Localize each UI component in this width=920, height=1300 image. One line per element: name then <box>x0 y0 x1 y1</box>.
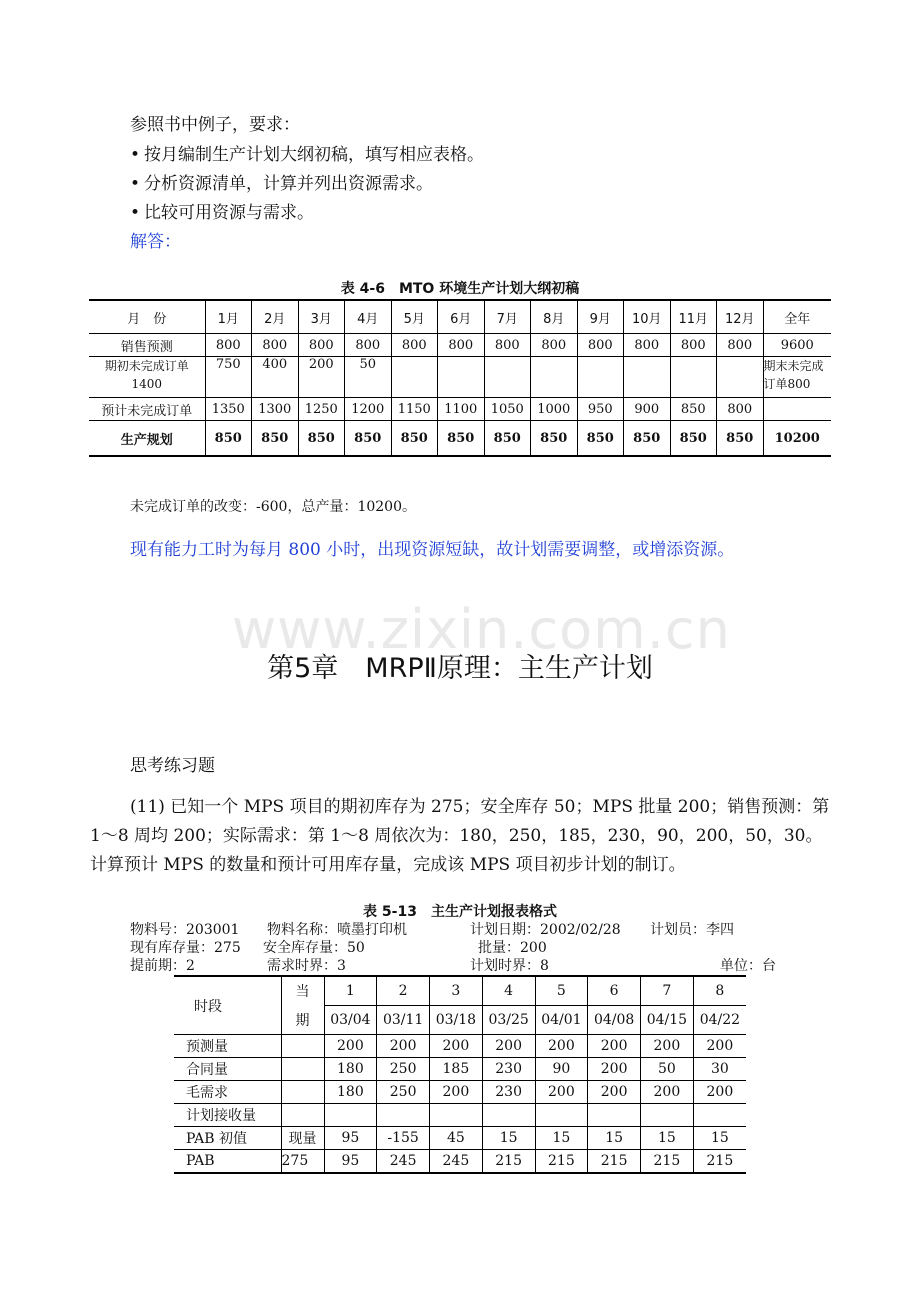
period-number: 8 <box>693 976 746 1006</box>
row-label: 预测量 <box>174 1035 281 1058</box>
meta-on-hand: 现有库存量：275 <box>130 940 241 956</box>
table-cell <box>377 1104 430 1127</box>
table-cell: 15 <box>588 1127 641 1150</box>
table-cell: 180 <box>324 1081 377 1104</box>
period-date: 04/08 <box>588 1006 641 1035</box>
meta-item-name: 物料名称：喷墨打印机 <box>267 922 407 938</box>
table-cell: 180 <box>324 1058 377 1081</box>
bullet-text: 比较可用资源与需求。 <box>144 203 314 223</box>
meta-lead-time: 提前期：2 <box>130 958 195 974</box>
problem-text: (11) 已知一个 MPS 项目的期初库存为 275；安全库存 50；MPS 批量 200；销售预测：第 1～8 周均 200；实际需求：第 1～8 周依次为：180，250，185，230，90，200，50，30。计算预计 MPS 的数量和预计可用库存量，完成该 MPS 项目初步计划的制订。 <box>90 797 830 875</box>
table-cell: 275 <box>281 1150 324 1174</box>
total-header: 全年 <box>763 300 831 334</box>
table-cell: 800 <box>298 334 345 357</box>
table-cell: 1250 <box>298 398 345 421</box>
current-period-bottom: 期 <box>281 1006 324 1035</box>
table-cell: 200 <box>588 1035 641 1058</box>
table-cell: 90 <box>535 1058 588 1081</box>
table-cell <box>535 1104 588 1127</box>
month-header: 9月 <box>577 300 624 334</box>
period-number: 7 <box>641 976 694 1006</box>
table-row <box>89 334 831 357</box>
table-cell <box>391 357 438 398</box>
table-cell: 15 <box>641 1127 694 1150</box>
row-label: PAB <box>174 1150 281 1174</box>
period-date: 03/11 <box>377 1006 430 1035</box>
period-number: 6 <box>588 976 641 1006</box>
table-cell: 200 <box>641 1081 694 1104</box>
table-cell: 800 <box>252 334 299 357</box>
period-date: 04/01 <box>535 1006 588 1035</box>
production-plan-table <box>89 299 831 457</box>
row-label: 生产规划 <box>89 421 205 457</box>
table-cell: 800 <box>670 334 717 357</box>
table-cell: 1350 <box>205 398 252 421</box>
bullet-item <box>130 170 433 198</box>
table-cell: 250 <box>377 1058 430 1081</box>
meta-demand-fence: 需求时界：3 <box>267 958 346 974</box>
table-cell: 50 <box>345 357 392 398</box>
meta-plan-date: 计划日期：2002/02/28 <box>470 922 621 938</box>
table-cell <box>531 357 578 398</box>
period-date: 04/15 <box>641 1006 694 1035</box>
intro-line: 参照书中例子，要求： <box>130 115 300 135</box>
meta-safety-stock: 安全库存量：50 <box>263 940 365 956</box>
table-cell-total: 期末未完成订单800 <box>763 357 831 398</box>
table-cell: 750 <box>205 357 252 398</box>
table-cell: 200 <box>641 1035 694 1058</box>
row-label: 合同量 <box>174 1058 281 1081</box>
table-cell: 850 <box>531 421 578 457</box>
note-summary: 未完成订单的改变：-600，总产量：10200。 <box>130 499 416 515</box>
table-cell: 30 <box>693 1058 746 1081</box>
table-cell: 200 <box>588 1058 641 1081</box>
section-title: 思考练习题 <box>130 756 215 776</box>
table-cell: 800 <box>531 334 578 357</box>
table-cell <box>281 1058 324 1081</box>
table-cell <box>717 357 764 398</box>
table-cell: 250 <box>377 1081 430 1104</box>
meta-plan-fence: 计划时界：8 <box>470 958 549 974</box>
table-cell: 1200 <box>345 398 392 421</box>
table-cell: 50 <box>641 1058 694 1081</box>
table-cell: 950 <box>577 398 624 421</box>
month-header: 10月 <box>624 300 671 334</box>
month-header: 6月 <box>438 300 485 334</box>
table-cell <box>484 357 531 398</box>
month-header: 3月 <box>298 300 345 334</box>
chapter-title: 第5章 MRPⅡ原理：主生产计划 <box>267 653 653 684</box>
period-date: 04/22 <box>693 1006 746 1035</box>
table-cell: 1150 <box>391 398 438 421</box>
table-cell: 15 <box>482 1127 535 1150</box>
table-cell <box>281 1081 324 1104</box>
table-cell: 245 <box>430 1150 483 1174</box>
table-row <box>89 398 831 421</box>
table-cell: 95 <box>324 1127 377 1150</box>
table-cell: 230 <box>482 1058 535 1081</box>
answer-label: 解答： <box>130 232 181 252</box>
table-row <box>174 1150 746 1174</box>
table-cell: 15 <box>693 1127 746 1150</box>
row-label: 预计未完成订单 <box>89 398 205 421</box>
table-cell <box>430 1104 483 1127</box>
table-cell: 800 <box>577 334 624 357</box>
note-capacity: 现有能力工时为每月 800 小时，出现资源短缺，故计划需要调整，或增添资源。 <box>130 540 735 560</box>
meta-lot-size: 批量：200 <box>478 940 547 956</box>
row-label: 销售预测 <box>89 334 205 357</box>
table-cell: 215 <box>693 1150 746 1174</box>
table-cell <box>281 1104 324 1127</box>
month-header: 2月 <box>252 300 299 334</box>
table-cell: 15 <box>535 1127 588 1150</box>
table-cell: 800 <box>717 398 764 421</box>
table-cell: 800 <box>345 334 392 357</box>
table-cell: 200 <box>324 1035 377 1058</box>
bullet-item <box>130 141 484 169</box>
table-cell: 200 <box>298 357 345 398</box>
month-header: 4月 <box>345 300 392 334</box>
period-number: 4 <box>482 976 535 1006</box>
current-period-top: 当 <box>281 976 324 1006</box>
month-header: 8月 <box>531 300 578 334</box>
period-number: 2 <box>377 976 430 1006</box>
table-row <box>174 1127 746 1150</box>
table-cell <box>482 1104 535 1127</box>
table-cell: 95 <box>324 1150 377 1174</box>
meta-planner: 计划员：李四 <box>650 922 734 938</box>
table-cell: 1100 <box>438 398 485 421</box>
table-cell: 800 <box>438 334 485 357</box>
table-cell <box>577 357 624 398</box>
table-cell: 850 <box>252 421 299 457</box>
watermark: www.zixin.com.cn <box>232 598 731 661</box>
row-label: PAB 初值 <box>174 1127 281 1150</box>
table-cell: 850 <box>717 421 764 457</box>
table-cell: 200 <box>377 1035 430 1058</box>
table-cell: 850 <box>205 421 252 457</box>
table-cell: 850 <box>624 421 671 457</box>
period-number: 3 <box>430 976 483 1006</box>
table-cell: 200 <box>693 1035 746 1058</box>
meta-item-no: 物料号：203001 <box>130 922 240 938</box>
table-header-row <box>174 976 746 1006</box>
table-cell: 800 <box>624 334 671 357</box>
month-header: 1月 <box>205 300 252 334</box>
table-cell: 850 <box>345 421 392 457</box>
table-cell: 215 <box>588 1150 641 1174</box>
table2-caption: 表 5-13 主生产计划报表格式 <box>363 904 557 920</box>
table-cell <box>281 1035 324 1058</box>
period-number: 1 <box>324 976 377 1006</box>
meta-unit: 单位：台 <box>720 958 776 974</box>
table-cell <box>324 1104 377 1127</box>
table-cell: 1300 <box>252 398 299 421</box>
table-cell: 200 <box>693 1081 746 1104</box>
table-cell: 1000 <box>531 398 578 421</box>
row-label: 毛需求 <box>174 1081 281 1104</box>
table-cell <box>641 1104 694 1127</box>
period-label: 时段 <box>174 976 281 1035</box>
table-cell: 850 <box>670 398 717 421</box>
table-cell: 850 <box>298 421 345 457</box>
month-header: 12月 <box>717 300 764 334</box>
table-cell <box>588 1104 641 1127</box>
table-cell: 800 <box>391 334 438 357</box>
table-cell: 230 <box>482 1081 535 1104</box>
table-cell: 200 <box>482 1035 535 1058</box>
table-cell: 850 <box>484 421 531 457</box>
table-row <box>174 1104 746 1127</box>
month-header: 11月 <box>670 300 717 334</box>
table-cell: 200 <box>430 1035 483 1058</box>
table-cell: 215 <box>535 1150 588 1174</box>
table-cell: 800 <box>484 334 531 357</box>
table-cell: 200 <box>535 1035 588 1058</box>
table-cell: 850 <box>438 421 485 457</box>
table-cell: 800 <box>205 334 252 357</box>
table-cell: 200 <box>535 1081 588 1104</box>
bullet-text: 分析资源清单，计算并列出资源需求。 <box>144 174 433 194</box>
table-row <box>89 357 831 398</box>
table-cell: 800 <box>717 334 764 357</box>
table-cell <box>624 357 671 398</box>
table-cell: 200 <box>430 1081 483 1104</box>
row-label-value: 1400 <box>131 377 163 391</box>
table-cell: 850 <box>391 421 438 457</box>
mps-table <box>174 975 746 1174</box>
row-label <box>89 357 205 398</box>
month-header: 7月 <box>484 300 531 334</box>
bullet-item <box>130 199 314 227</box>
table-cell: 200 <box>588 1081 641 1104</box>
month-header-label: 月 份 <box>89 300 205 334</box>
table-cell: 215 <box>482 1150 535 1174</box>
table-cell: 45 <box>430 1127 483 1150</box>
table-cell-total: 10200 <box>763 421 831 457</box>
table-cell: 185 <box>430 1058 483 1081</box>
table-cell: -155 <box>377 1127 430 1150</box>
table-cell: 900 <box>624 398 671 421</box>
table-row <box>174 1058 746 1081</box>
table-cell-total: 9600 <box>763 334 831 357</box>
row-label-text: 期初未完成订单 <box>104 359 189 373</box>
table-row <box>174 1035 746 1058</box>
table-cell: 1050 <box>484 398 531 421</box>
table-cell: 850 <box>670 421 717 457</box>
table-cell-total <box>763 398 831 421</box>
table-row <box>89 421 831 457</box>
table-cell <box>693 1104 746 1127</box>
period-date: 03/25 <box>482 1006 535 1035</box>
row-label: 计划接收量 <box>174 1104 281 1127</box>
table1-caption: 表 4-6 MTO 环境生产计划大纲初稿 <box>340 281 580 297</box>
period-date: 03/04 <box>324 1006 377 1035</box>
month-header: 5月 <box>391 300 438 334</box>
bullet-text: 按月编制生产计划大纲初稿，填写相应表格。 <box>144 145 484 165</box>
table-header-row <box>89 300 831 334</box>
table-row <box>174 1081 746 1104</box>
table-cell: 245 <box>377 1150 430 1174</box>
table-cell <box>438 357 485 398</box>
table-cell: 400 <box>252 357 299 398</box>
period-date: 03/18 <box>430 1006 483 1035</box>
period-number: 5 <box>535 976 588 1006</box>
table-cell: 215 <box>641 1150 694 1174</box>
table-cell: 现量 <box>281 1127 324 1150</box>
table-cell: 850 <box>577 421 624 457</box>
table-cell <box>670 357 717 398</box>
